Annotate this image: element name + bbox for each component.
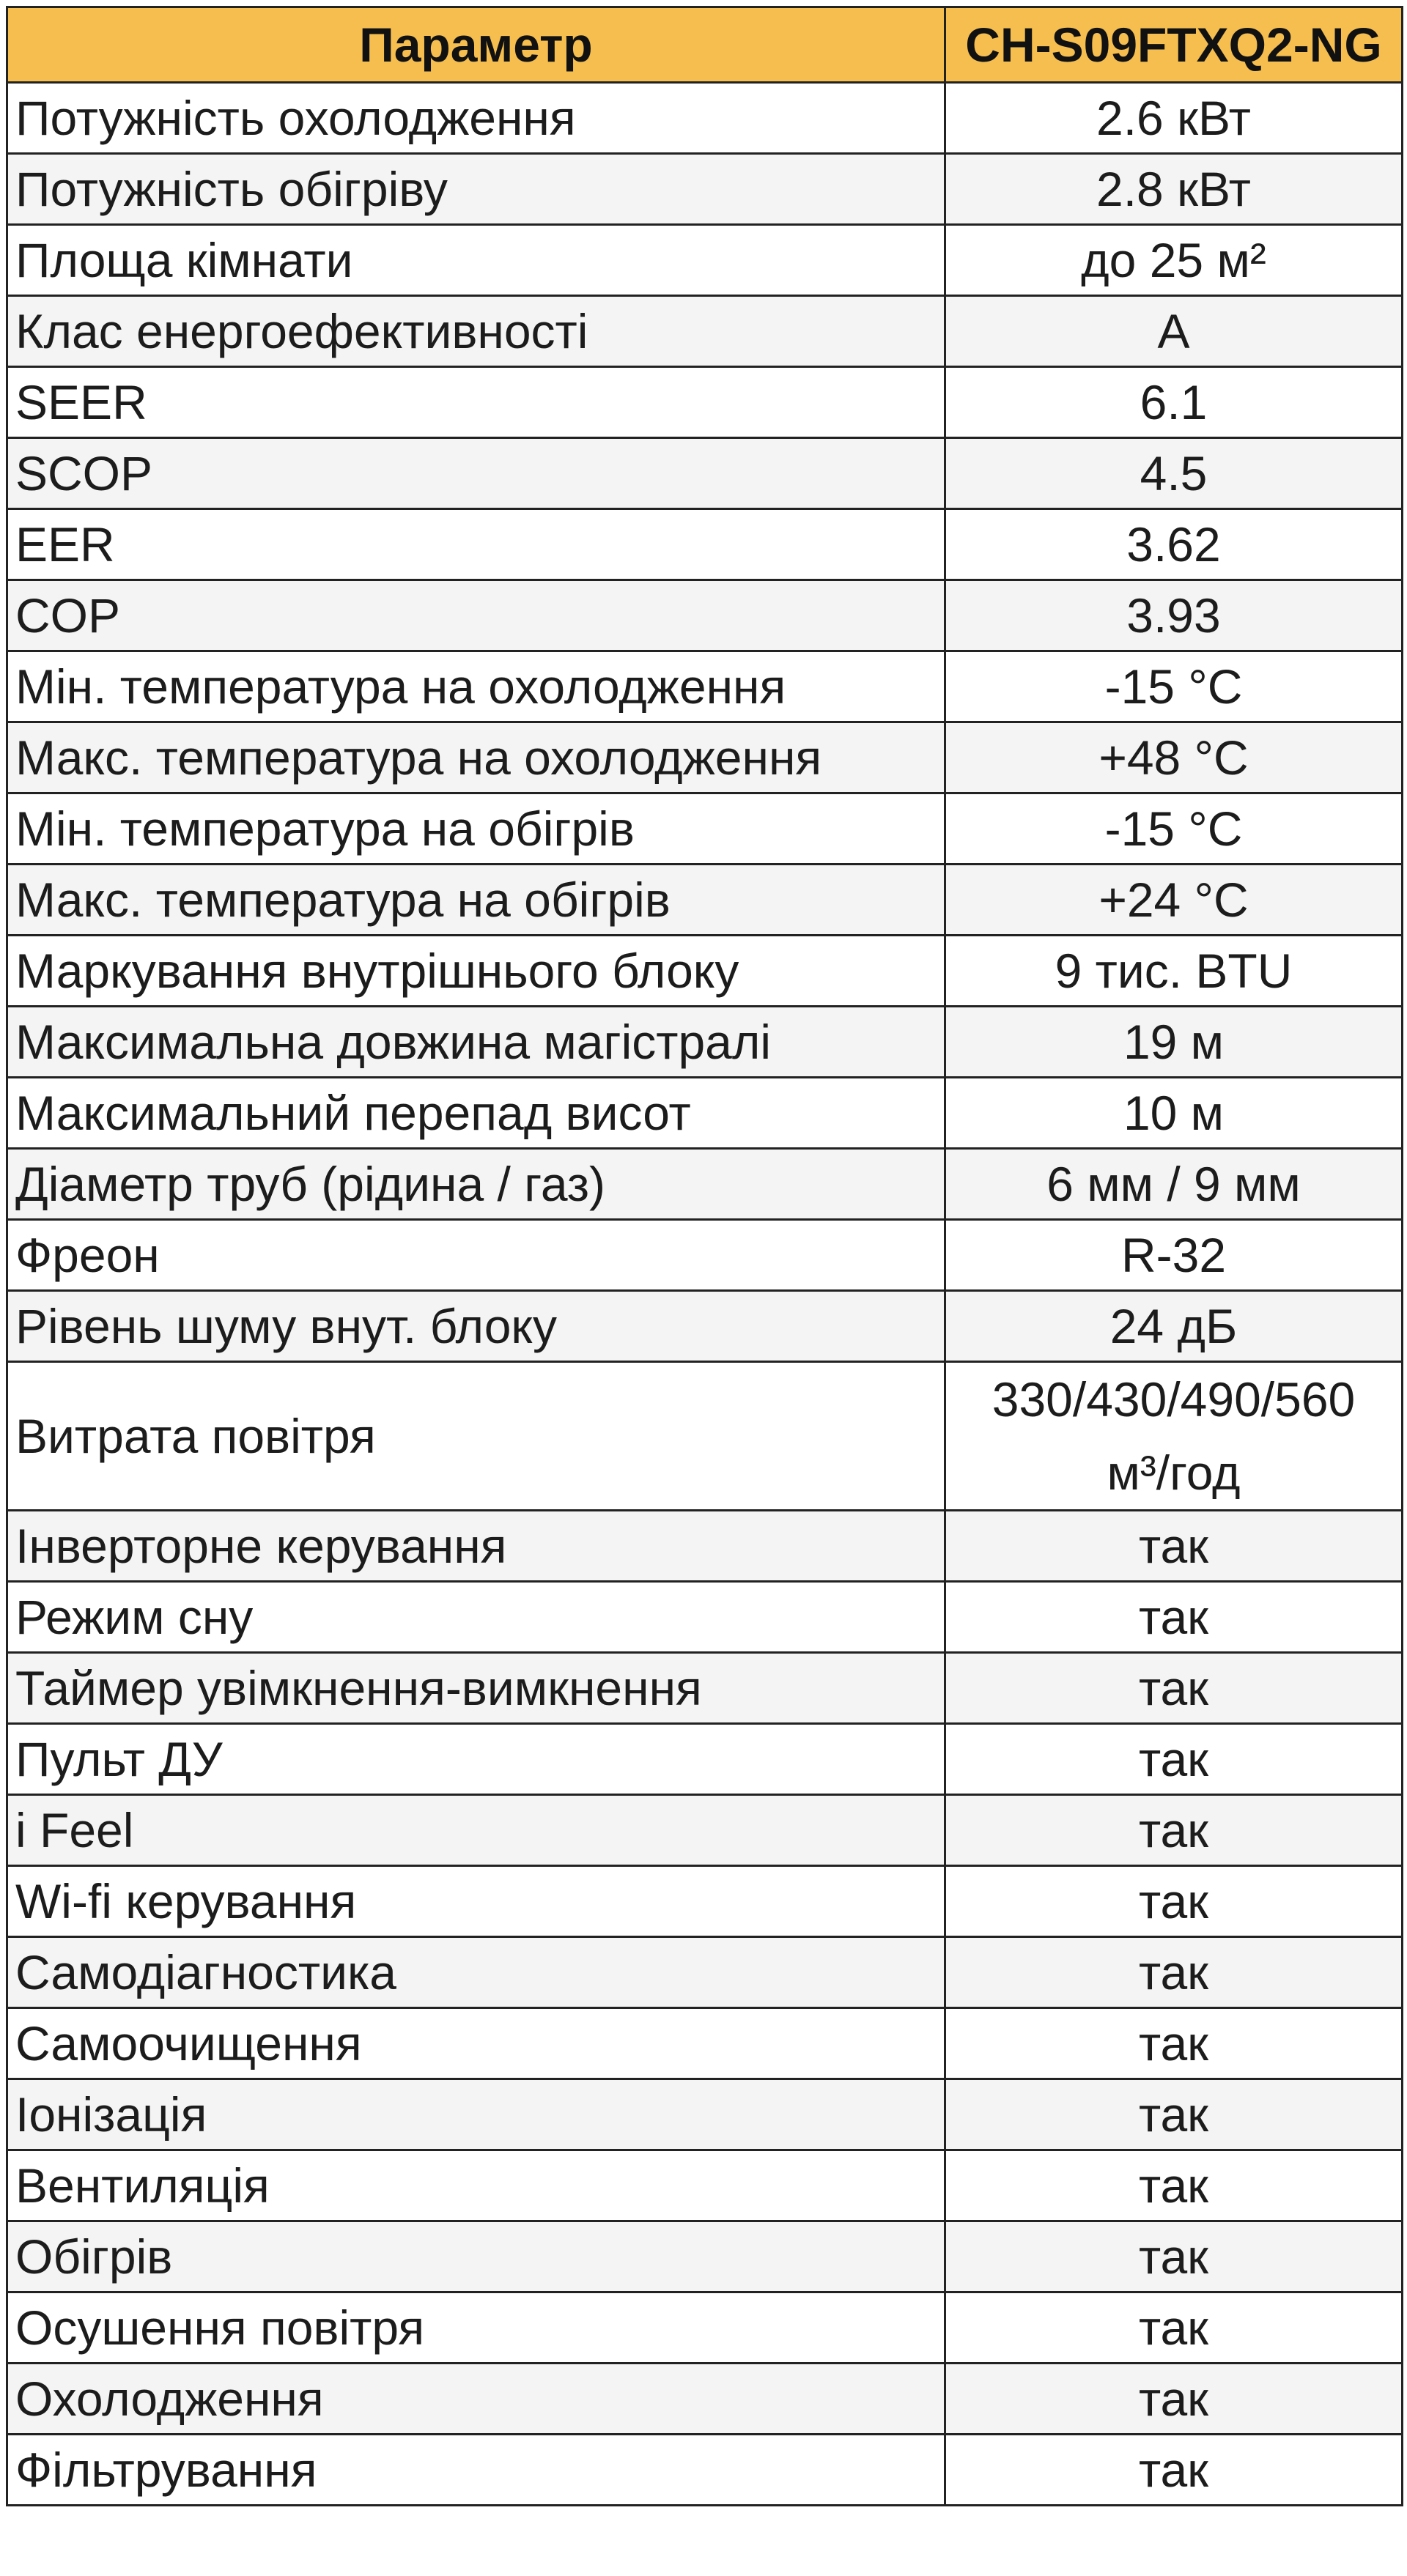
table-row [7, 2008, 1403, 2079]
table-row [7, 793, 1403, 865]
value-cell: 4.5 [945, 438, 1403, 509]
value-cell: 2.8 кВт [945, 154, 1403, 225]
param-cell: Самоочищення [7, 2008, 945, 2079]
value-cell: так [945, 2079, 1403, 2150]
table-row [7, 1362, 1403, 1511]
value-cell: 24 дБ [945, 1291, 1403, 1362]
param-cell: Максимальна довжина магістралі [7, 1007, 945, 1078]
column-header-model: CH-S09FTXQ2-NG [945, 7, 1403, 83]
table-row [7, 2079, 1403, 2150]
value-cell: 19 м [945, 1007, 1403, 1078]
value-cell: так [945, 1724, 1403, 1795]
param-cell: Витрата повітря [7, 1362, 945, 1511]
spec-table [6, 6, 1403, 2506]
value-cell: так [945, 2150, 1403, 2221]
value-cell: 9 тис. BTU [945, 936, 1403, 1007]
param-cell: SEER [7, 367, 945, 438]
param-cell: COP [7, 580, 945, 651]
table-row [7, 936, 1403, 1007]
value-cell: так [945, 1653, 1403, 1724]
table-row [7, 1653, 1403, 1724]
table-row [7, 1582, 1403, 1653]
table-row [7, 154, 1403, 225]
value-cell: так [945, 2292, 1403, 2364]
param-cell: Маркування внутрішнього блоку [7, 936, 945, 1007]
value-cell: +48 °C [945, 722, 1403, 793]
value-cell: 10 м [945, 1078, 1403, 1149]
value-line: 330/430/490/560 [991, 1372, 1356, 1426]
table-row [7, 1795, 1403, 1866]
param-cell: Таймер увімкнення-вимкнення [7, 1653, 945, 1724]
value-cell: так [945, 1582, 1403, 1653]
value-cell: так [945, 1511, 1403, 1582]
value-cell: 3.62 [945, 509, 1403, 580]
value-cell: 6.1 [945, 367, 1403, 438]
param-cell: SCOP [7, 438, 945, 509]
table-row [7, 2364, 1403, 2435]
param-cell: Мін. температура на обігрів [7, 793, 945, 865]
param-cell: Осушення повітря [7, 2292, 945, 2364]
table-row [7, 296, 1403, 367]
param-cell: EER [7, 509, 945, 580]
table-row [7, 1937, 1403, 2008]
param-cell: Площа кімнати [7, 225, 945, 296]
table-row [7, 83, 1403, 154]
param-cell: Охолодження [7, 2364, 945, 2435]
table-row [7, 1078, 1403, 1149]
param-cell: Рівень шуму внут. блоку [7, 1291, 945, 1362]
table-row [7, 722, 1403, 793]
param-cell: Іонізація [7, 2079, 945, 2150]
value-cell: R-32 [945, 1220, 1403, 1291]
param-cell: Вентиляція [7, 2150, 945, 2221]
value-cell: 6 мм / 9 мм [945, 1149, 1403, 1220]
value-cell: так [945, 2364, 1403, 2435]
table-row [7, 225, 1403, 296]
value-cell: 3.93 [945, 580, 1403, 651]
table-row [7, 438, 1403, 509]
table-row [7, 1866, 1403, 1937]
param-cell: Потужність охолодження [7, 83, 945, 154]
param-cell: Макс. температура на обігрів [7, 865, 945, 936]
table-row [7, 1007, 1403, 1078]
value-cell: 2.6 кВт [945, 83, 1403, 154]
table-row [7, 2150, 1403, 2221]
param-cell: Самодіагностика [7, 1937, 945, 2008]
table-row [7, 509, 1403, 580]
table-row [7, 1149, 1403, 1220]
table-row [7, 1291, 1403, 1362]
table-row [7, 1220, 1403, 1291]
param-cell: Фільтрування [7, 2435, 945, 2506]
value-cell: A [945, 296, 1403, 367]
column-header-param: Параметр [7, 7, 945, 83]
table-row [7, 580, 1403, 651]
value-cell: так [945, 2008, 1403, 2079]
table-header-row [7, 7, 1403, 83]
param-cell: Потужність обігріву [7, 154, 945, 225]
table-row [7, 367, 1403, 438]
value-cell: так [945, 1866, 1403, 1937]
param-cell: Фреон [7, 1220, 945, 1291]
param-cell: Діаметр труб (рідина / газ) [7, 1149, 945, 1220]
param-cell: Режим сну [7, 1582, 945, 1653]
param-cell: Wi-fi керування [7, 1866, 945, 1937]
value-line: м³/год [1107, 1446, 1241, 1500]
param-cell: Макс. температура на охолодження [7, 722, 945, 793]
param-cell: Пульт ДУ [7, 1724, 945, 1795]
table-row [7, 865, 1403, 936]
param-cell: Обігрів [7, 2221, 945, 2292]
table-row [7, 1511, 1403, 1582]
value-cell: так [945, 1937, 1403, 2008]
table-row [7, 1724, 1403, 1795]
value-cell: до 25 м² [945, 225, 1403, 296]
param-cell: i Feel [7, 1795, 945, 1866]
param-cell: Клас енергоефективності [7, 296, 945, 367]
table-row [7, 2221, 1403, 2292]
value-cell: так [945, 2435, 1403, 2506]
value-cell [945, 1362, 1403, 1511]
value-cell: -15 °C [945, 793, 1403, 865]
param-cell: Мін. температура на охолодження [7, 651, 945, 722]
table-row [7, 2435, 1403, 2506]
value-cell: так [945, 2221, 1403, 2292]
table-row [7, 651, 1403, 722]
param-cell: Максимальний перепад висот [7, 1078, 945, 1149]
table-row [7, 2292, 1403, 2364]
value-cell: -15 °C [945, 651, 1403, 722]
param-cell: Інверторне керування [7, 1511, 945, 1582]
value-cell: так [945, 1795, 1403, 1866]
value-cell: +24 °C [945, 865, 1403, 936]
